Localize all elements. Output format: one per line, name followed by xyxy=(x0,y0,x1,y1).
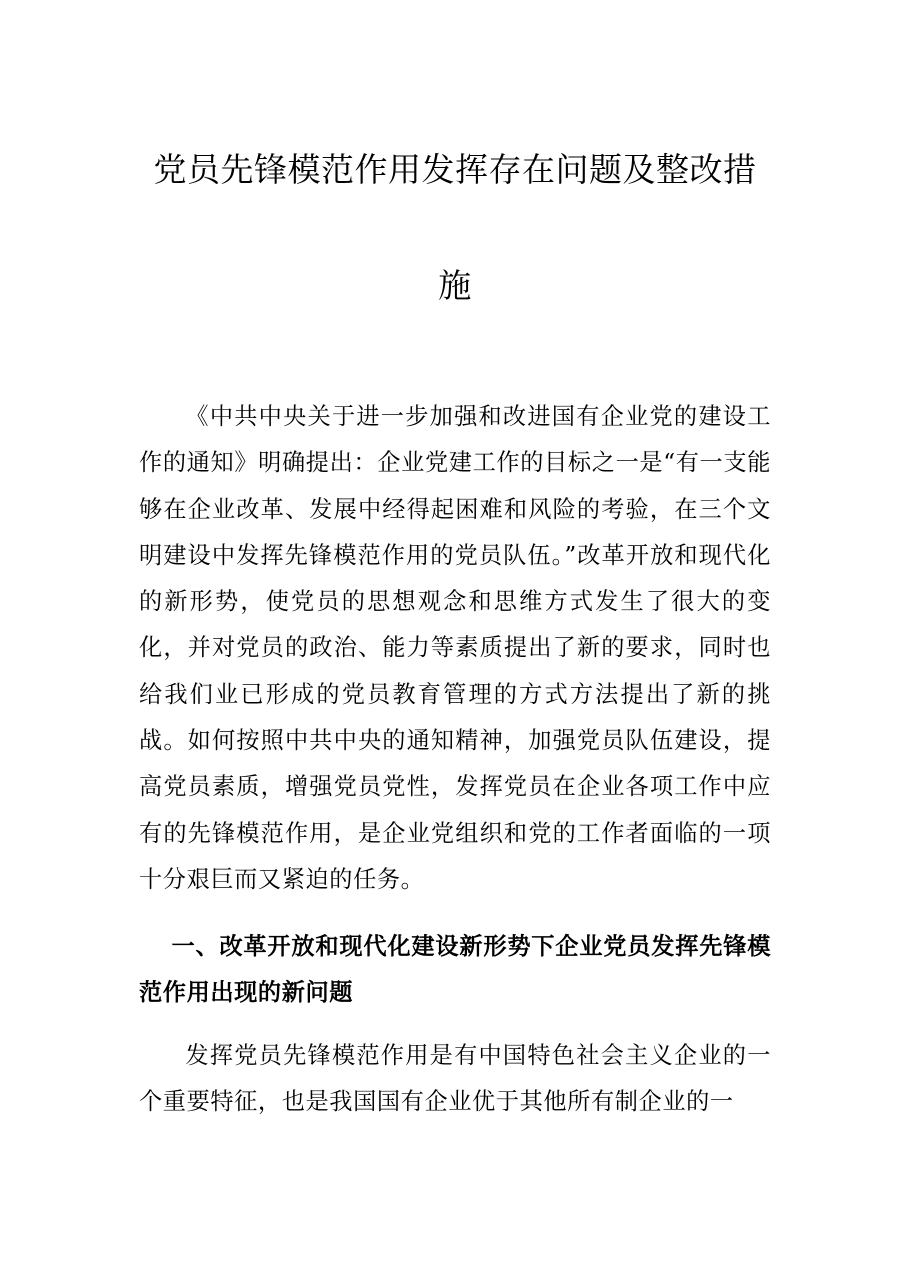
section-heading-1: 一、改革开放和现代化建设新形势下企业党员发挥先锋模范作用出现的新问题 xyxy=(139,933,771,1007)
body-paragraph-1: 《中共中央关于进一步加强和改进国有企业党的建设工作的通知》明确提出：企业党建工作的目标之一是“有一支能够在企业改革、发展中经得起困难和风险的考验，在三个文明建设中发挥先锋模范作用的党员队伍。”改革开放和现代化的新形势，使党员的思想观念和思维方式发生了很大的变化，并对党员的政治、能力等素质提出了新的要求，同时也给我们业已形成的党员教育管理的方式方法提出了新的挑战。如何按照中共中央的通知精神，加强党员队伍建设，提高党员素质，增强党员党性，发挥党员在企业各项工作中应有的先锋模范作用，是企业党组织和党的工作者面临的一项十分艰巨而又紧迫的任务。 xyxy=(139,403,771,893)
document-title-line-1: 党员先锋模范作用发挥存在问题及整改措 xyxy=(153,150,757,189)
body-paragraph-2: 发挥党员先锋模范作用是有中国特色社会主义企业的一个重要特征，也是我国国有企业优于其他所有制企业的一 xyxy=(139,1042,771,1116)
document-title-line-2: 施 xyxy=(438,266,472,305)
